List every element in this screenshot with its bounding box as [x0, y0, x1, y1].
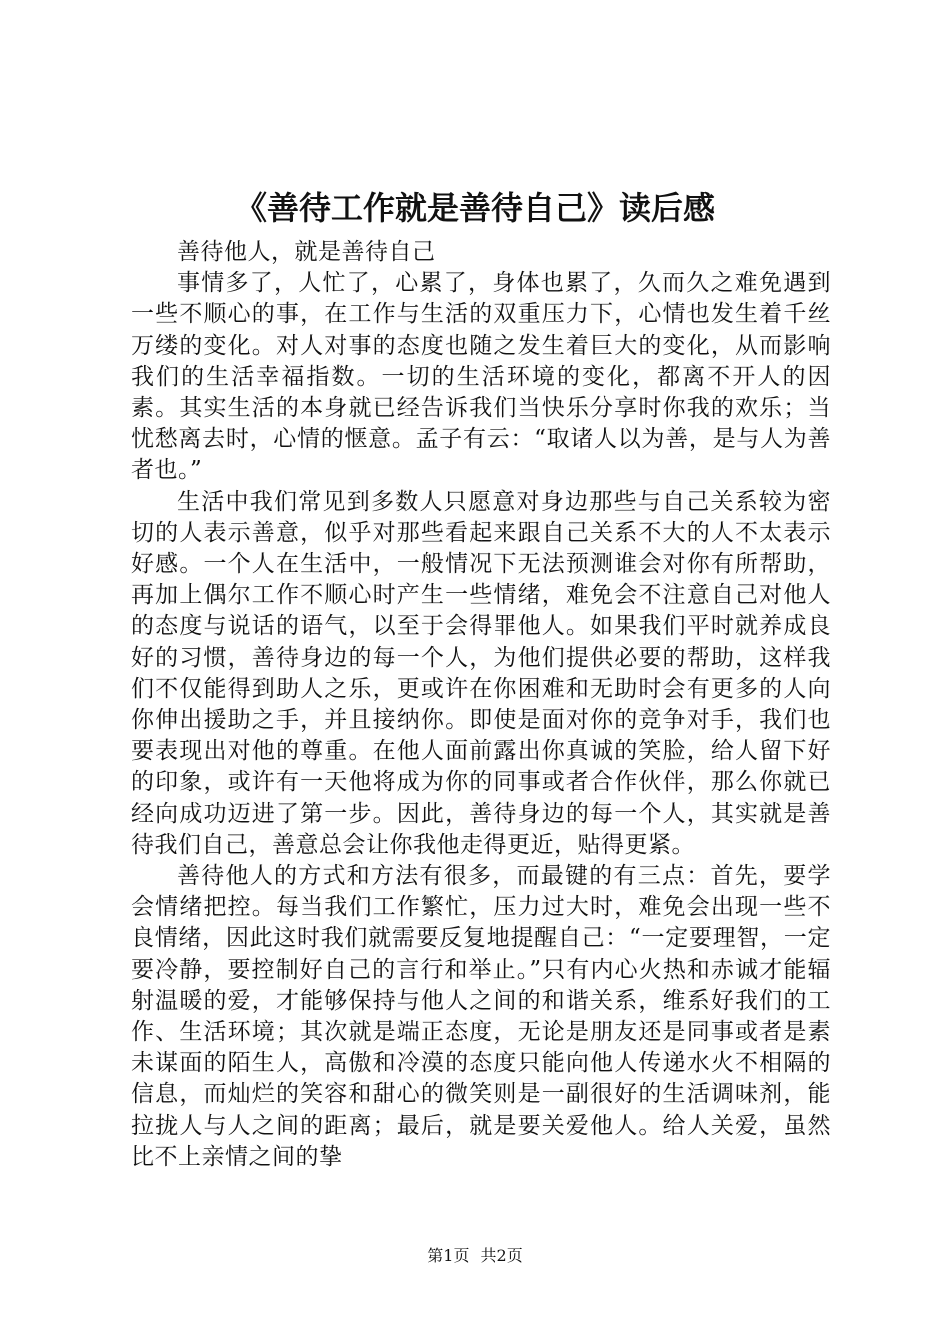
document-body — [131, 237, 831, 1173]
page-number: 第1页 — [427, 1246, 470, 1265]
body-paragraph: 生活中我们常见到多数人只愿意对身边那些与自己关系较为密切的人表示善意，似乎对那些看起来跟自己关系不大的人不太表示好感。一个人在生活中，一般情况下无法预测谁会对你有所帮助，再加上偶尔工作不顺心时产生一些情绪，难免会不注意自己对他人的态度与说话的语气，以至于会得罪他人。如果我们平时就养成良好的习惯，善待身边的每一个人，为他们提供必要的帮助，这样我们不仅能得到助人之乐，更或许在你困难和无助时会有更多的人向你伸出援助之手，并且接纳你。即使是面对你的竞争对手，我们也要表现出对他的尊重。在他人面前露出你真诚的笑脸，给人留下好的印象，或许有一天他将成为你的同事或者合作伙伴，那么你就已经向成功迈进了第一步。因此，善待身边的每一个人，其实就是善待我们自己，善意总会让你我他走得更近，贴得更紧。 — [131, 488, 831, 858]
document-title: 《善待工作就是善待自己》读后感 — [234, 189, 715, 227]
page-footer — [0, 1245, 950, 1267]
page-total: 共2页 — [480, 1246, 523, 1265]
body-paragraph: 事情多了，人忙了，心累了，身体也累了，久而久之难免遇到一些不顺心的事，在工作与生活的双重压力下，心情也发生着千丝万缕的变化。对人对事的态度也随之发生着巨大的变化，从而影响我们的生活幸福指数。一切的生活环境的变化，都离不开人的因素。其实生活的本身就已经告诉我们当快乐分享时你我的欢乐；当忧愁离去时，心情的惬意。孟子有云：“取诸人以为善，是与人为善者也。” — [131, 270, 831, 484]
subtitle-paragraph: 善待他人，就是善待自己 — [177, 239, 436, 265]
body-paragraph: 善待他人的方式和方法有很多，而最键的有三点：首先，要学会情绪把控。每当我们工作繁忙，压力过大时，难免会出现一些不良情绪，因此这时我们就需要反复地提醒自己：“一定要理智，一定要冷静，要控制好自己的言行和举止。”只有内心火热和赤诚才能辐射温暖的爱，才能够保持与他人之间的和谐关系，维系好我们的工作、生活环境；其次就是端正态度，无论是朋友还是同事或者是素未谋面的陌生人，高傲和冷漠的态度只能向他人传递水火不相隔的信息，而灿烂的笑容和甜心的微笑则是一副很好的生活调味剂，能拉拢人与人之间的距离；最后，就是要关爱他人。给人关爱，虽然比不上亲情之间的挚 — [131, 863, 831, 1170]
